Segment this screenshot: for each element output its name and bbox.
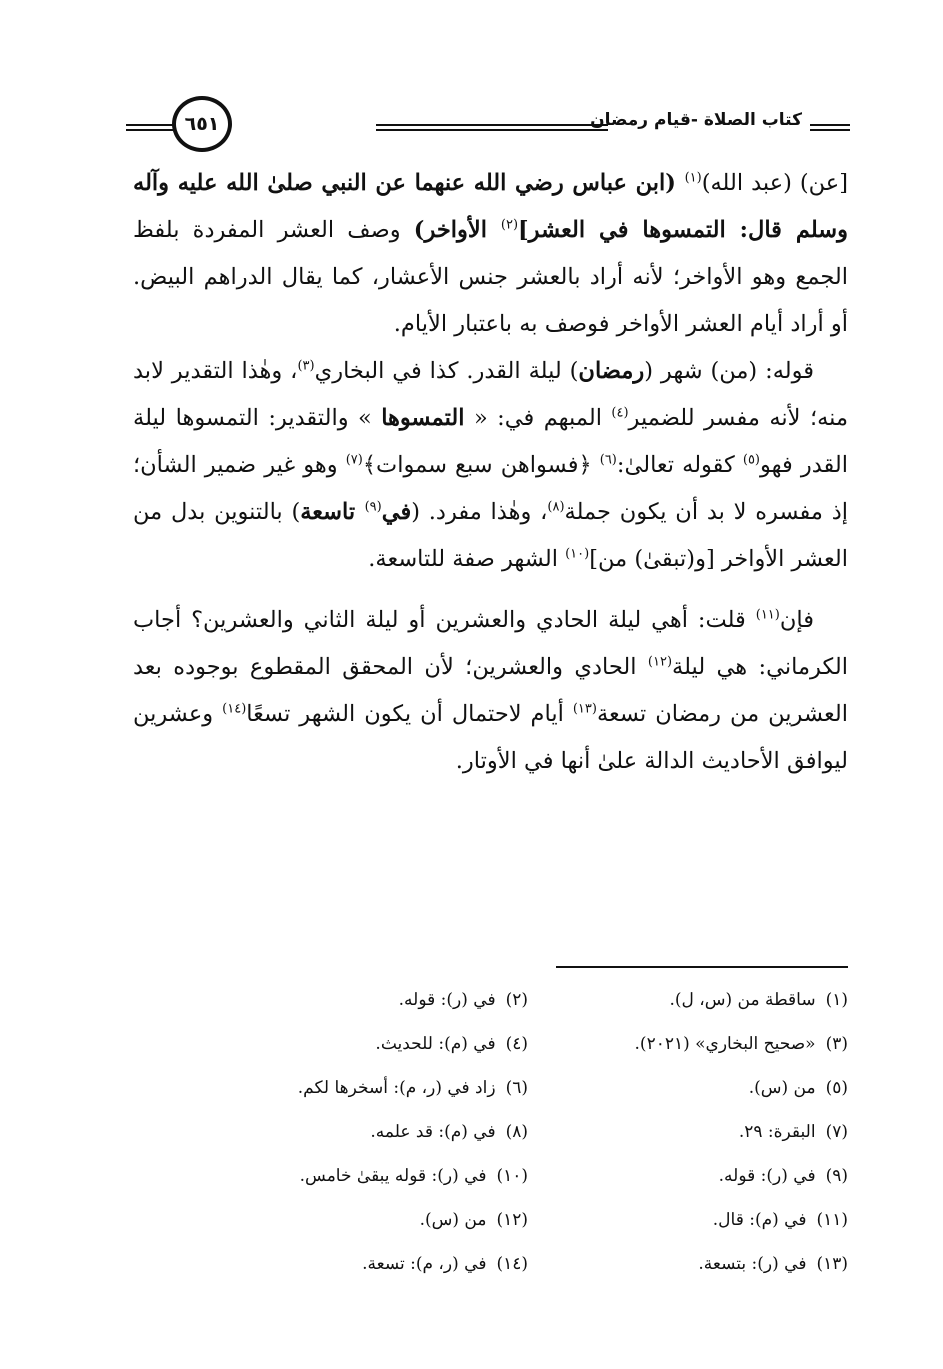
footnote-ref: (١٤) xyxy=(222,701,247,717)
footnote-number: (٣) xyxy=(825,1034,848,1054)
text-run: الشهر صفة للتاسعة. xyxy=(368,546,566,572)
footnotes xyxy=(133,978,848,1286)
footnote-number: (٦) xyxy=(505,1078,528,1098)
footnote xyxy=(133,1110,528,1154)
footnote-number: (٢) xyxy=(505,990,528,1010)
footnote xyxy=(133,1154,528,1198)
header-rule-middle xyxy=(376,124,608,131)
footnote-row xyxy=(133,978,848,1022)
text-run: التمسوها في العشر] xyxy=(518,217,726,243)
header-rule-right xyxy=(810,124,850,131)
footnote-ref: (٣) xyxy=(297,358,315,374)
text-run: المبهم في: « xyxy=(464,405,612,431)
footnote-text: من (س). xyxy=(419,1210,487,1230)
footnote-text: في (ر، م): تسعة. xyxy=(362,1254,487,1274)
footnote xyxy=(528,1154,848,1198)
text-run: الحادي والعشرين؛ لأن المحقق المقطوع بوجوده بعد العشرين من رمضان تسعة xyxy=(133,654,848,727)
footnote-ref: (١٢) xyxy=(647,654,673,670)
text-run: قلت: أهي ليلة الحادي والعشرين أو ليلة الثاني والعشرين؟ أجاب الكرماني: هي ليلة xyxy=(133,607,848,680)
footnote-number: (١٣) xyxy=(816,1254,848,1274)
footnote-ref: (٧) xyxy=(345,452,363,468)
footnote-number: (٧) xyxy=(825,1122,848,1142)
text-run: وهو غير ضمير الشأن؛ إذ مفسره لا بد أن يكون جملة xyxy=(133,452,848,525)
footnote xyxy=(133,978,528,1022)
footnote-text: في (ر): قوله. xyxy=(398,990,496,1010)
page-number: ٦٥١ xyxy=(184,113,220,135)
footnote-ref: (٤) xyxy=(611,405,629,421)
text-run: » والتقدير: التمسوها ليلة القدر فهو xyxy=(133,405,849,478)
text-run: أيام لاحتمال أن يكون الشهر تسعًا xyxy=(246,701,573,727)
page-header xyxy=(126,96,850,160)
footnote-separator xyxy=(556,966,848,968)
text-run: ) ليلة القدر. كذا في البخاري xyxy=(314,358,579,384)
footnote-number: (٤) xyxy=(505,1034,528,1054)
footnote-text: البقرة: ٢٩. xyxy=(738,1122,816,1142)
text-run: وعشرين ليوافق الأحاديث الدالة علىٰ أنها في الأوتار. xyxy=(133,701,848,774)
footnote-number: (٨) xyxy=(505,1122,528,1142)
text-run: تاسعة xyxy=(300,499,365,525)
footnote xyxy=(528,1198,848,1242)
footnote-row xyxy=(133,1198,848,1242)
footnote-text: «صحيح البخاري» (٢٠٢١). xyxy=(634,1034,816,1054)
footnote-text: في (ر): بتسعة. xyxy=(698,1254,807,1274)
text-run: رمضان xyxy=(578,358,645,384)
text-run: ، وهٰذا مفرد. ( xyxy=(411,499,548,525)
text-run: (ابن عباس رضي الله عنهما عن النبي صلىٰ الله عليه وآله وسلم قال: xyxy=(133,170,848,243)
footnote-ref: (١) xyxy=(684,170,702,186)
footnote-row xyxy=(133,1022,848,1066)
footnote-number: (٥) xyxy=(825,1078,848,1098)
text-run: [عن) (عبد الله) xyxy=(701,170,848,196)
main-text xyxy=(133,160,848,785)
text-run: كقوله تعالىٰ: xyxy=(616,452,743,478)
text-run: التمسوها xyxy=(381,405,465,431)
footnote-number: (١١) xyxy=(816,1210,848,1230)
footnote xyxy=(528,1242,848,1286)
footnote-text: في (م): للحديث. xyxy=(375,1034,496,1054)
footnote-text: في (م): قد علمه. xyxy=(370,1122,496,1142)
footnote-text: ساقطة من (س، ل). xyxy=(669,990,816,1010)
text-run: فإن xyxy=(779,607,814,633)
text-run: قوله: (من) شهر ( xyxy=(644,358,814,384)
footnote-text: في (ر): قوله. xyxy=(718,1166,816,1186)
footnote xyxy=(133,1242,528,1286)
paragraph-1 xyxy=(133,160,848,348)
footnote-text: في (ر): قوله يبقىٰ خامس. xyxy=(299,1166,487,1186)
footnote-number: (١٠) xyxy=(496,1166,528,1186)
footnote xyxy=(528,1066,848,1110)
footnote-row xyxy=(133,1154,848,1198)
footnote-number: (١٢) xyxy=(496,1210,528,1230)
paragraph-3 xyxy=(133,597,848,785)
text-run: ﴿فسواهن سبع سموات﴾ xyxy=(362,452,600,478)
footnote xyxy=(528,1022,848,1066)
footnote-text: من (س). xyxy=(748,1078,816,1098)
footnote-text: في (م): قال. xyxy=(712,1210,807,1230)
footnote-row xyxy=(133,1066,848,1110)
text-run: الأواخر) xyxy=(413,217,501,243)
footnote-number: (١٤) xyxy=(496,1254,528,1274)
footnote-number: (١) xyxy=(825,990,848,1010)
running-title: كتاب الصلاة -قيام رمضان xyxy=(590,110,802,130)
header-rule-left xyxy=(126,124,174,131)
footnote-ref: (١٠) xyxy=(565,546,590,562)
footnote-ref: (٩) xyxy=(364,499,382,515)
footnote xyxy=(133,1022,528,1066)
footnote-ref: (٥) xyxy=(742,452,760,468)
footnote-number: (٩) xyxy=(825,1166,848,1186)
text-run: ، وهٰذا التقدير لابد منه؛ لأنه مفسر للضمير xyxy=(133,358,849,431)
text-run: في xyxy=(381,499,412,525)
text-run: ) بالتنوين بدل من العشر الأواخر [و(تبقىٰ) من] xyxy=(133,499,848,572)
footnote xyxy=(133,1066,528,1110)
footnote-row xyxy=(133,1242,848,1286)
footnote-row xyxy=(133,1110,848,1154)
footnote-ref: (٨) xyxy=(547,499,565,515)
page-number-badge xyxy=(172,96,232,152)
footnote-ref: (١٣) xyxy=(572,701,597,717)
footnote-ref: (٢) xyxy=(500,217,519,233)
footnote-text: زاد في (ر، م): أسخرها لكم. xyxy=(297,1078,496,1098)
footnote xyxy=(133,1198,528,1242)
footnote-ref: (١١) xyxy=(755,607,780,623)
paragraph-2 xyxy=(133,348,848,583)
text-run: وصف العشر المفردة بلفظ الجمع وهو الأواخر؛ لأنه أراد بالعشر جنس الأعشار، كما يقال الدراهم البيض. أو أراد أيام العشر الأواخر فوصف به باعتبار الأيام. xyxy=(133,217,848,337)
footnote-ref: (٦) xyxy=(599,452,617,468)
footnote xyxy=(528,1110,848,1154)
footnote xyxy=(528,978,848,1022)
